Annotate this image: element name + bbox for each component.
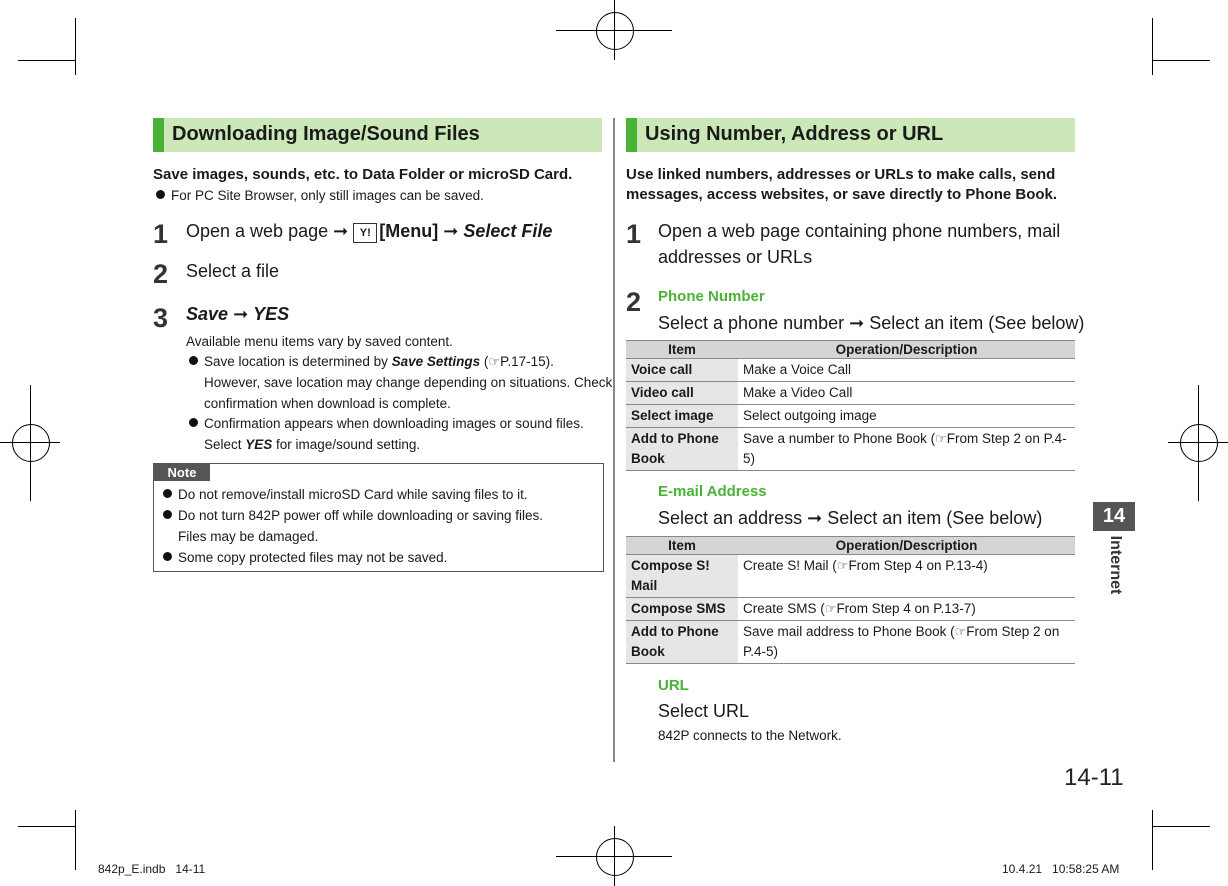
cell-item: Compose SMS — [626, 598, 738, 621]
bullet-dot — [189, 418, 198, 427]
arrow-icon: ➞ — [233, 304, 254, 324]
crop-mark — [18, 826, 76, 827]
arrow-icon: ➞ — [443, 221, 464, 241]
crop-mark — [75, 18, 76, 75]
registration-mark — [12, 424, 50, 462]
bullet-dot — [163, 552, 172, 561]
email-address-table — [626, 536, 1075, 664]
page-number: 14-11 — [1064, 764, 1124, 791]
sub-title: URL — [658, 677, 689, 694]
col-header-item: Item — [626, 341, 738, 359]
note-label: Note — [154, 464, 210, 481]
step-description: Available menu items vary by saved content. — [186, 334, 453, 349]
crop-mark — [556, 30, 672, 31]
crop-mark — [1198, 385, 1199, 501]
step-text: Select URL — [658, 701, 750, 721]
table-row — [626, 428, 1075, 471]
step-text: Select an address ➞ Select an item (See below) — [658, 508, 1043, 528]
step-number: 1 — [626, 219, 642, 249]
arrow-icon: ➞ — [849, 313, 870, 333]
section-heading — [626, 118, 1075, 152]
section-heading — [153, 118, 602, 152]
crop-mark — [18, 60, 76, 61]
step-number: 3 — [153, 303, 169, 333]
crop-mark — [1152, 810, 1153, 870]
step-text: Open a web page containing phone numbers, mail addresses or URLs — [658, 221, 1061, 267]
footer-file-info: 842p_E.indb 14-11 — [98, 862, 206, 876]
cell-item: Add to Phone Book — [626, 428, 738, 471]
heading-title: Downloading Image/Sound Files — [172, 123, 480, 145]
menu-key-icon: Y! — [353, 223, 377, 243]
step-text: Save ➞ YES — [186, 304, 290, 324]
cell-desc: Make a Voice Call — [738, 359, 1075, 382]
footer-timestamp: 10.4.21 10:58:25 AM — [1002, 862, 1120, 876]
table-row — [626, 405, 1075, 428]
arrow-icon: ➞ — [807, 508, 828, 528]
table-row — [626, 621, 1075, 664]
arrow-icon: ➞ — [333, 221, 354, 241]
crop-mark — [0, 442, 60, 443]
chapter-tab-label: Internet — [1107, 535, 1124, 595]
col-header-op: Operation/Description — [738, 341, 1075, 359]
reference-icon: ☞ — [836, 558, 849, 573]
bullet-dot — [163, 510, 172, 519]
cell-item: Add to Phone Book — [626, 621, 738, 664]
table-row — [626, 598, 1075, 621]
phone-number-table — [626, 340, 1075, 471]
step-description: 842P connects to the Network. — [658, 728, 842, 743]
reference-icon: ☞ — [824, 601, 837, 616]
registration-mark — [1180, 424, 1218, 462]
heading-accent — [153, 118, 164, 152]
lead-text: Save images, sounds, etc. to Data Folder or microSD Card. — [153, 166, 573, 183]
step-text: Select a file — [186, 261, 280, 281]
step-number: 2 — [153, 259, 169, 289]
column-divider — [613, 118, 615, 762]
step-number: 1 — [153, 219, 169, 249]
cell-item: Voice call — [626, 359, 738, 382]
heading-accent — [626, 118, 637, 152]
crop-mark — [1152, 18, 1153, 75]
table-header — [626, 537, 1075, 555]
cell-desc: Select outgoing image — [738, 405, 1075, 428]
crop-mark — [1168, 442, 1228, 443]
bullet-text: For PC Site Browser, only still images can be saved. — [171, 188, 484, 203]
table-row — [626, 382, 1075, 405]
note-list: Do not remove/install microSD Card while saving files to it. Do not turn 842P power off while downloading or saving files. Files may be damaged. Some copy protected files may not be saved. — [163, 484, 598, 568]
sub-title: Phone Number — [658, 288, 765, 305]
chapter-tab-number: 14 — [1093, 502, 1135, 531]
bullet-dot — [163, 489, 172, 498]
crop-mark — [30, 385, 31, 501]
bullet-item: Confirmation appears when downloading images or sound files. Select YES for image/sound setting. — [189, 413, 604, 455]
step-text: Select a phone number ➞ Select an item (See below) — [658, 313, 1085, 333]
step-number: 2 — [626, 287, 642, 317]
crop-mark — [1152, 60, 1210, 61]
reference-icon: ☞ — [935, 431, 947, 446]
crop-mark — [1152, 826, 1210, 827]
cell-item: Compose S! Mail — [626, 555, 738, 598]
crop-mark — [75, 810, 76, 870]
crop-mark — [556, 856, 672, 857]
bullet-item: Save location is determined by Save Settings (☞P.17-15). However, save location may change depending on situations. Check confirmation when download is complete. — [189, 351, 604, 414]
sub-title: E-mail Address — [658, 483, 767, 500]
bullet-dot — [189, 356, 198, 365]
bullet-dot — [156, 190, 165, 199]
cell-item: Select image — [626, 405, 738, 428]
registration-mark — [596, 12, 634, 50]
cell-item: Video call — [626, 382, 738, 405]
col-header-op: Operation/Description — [738, 537, 1075, 555]
heading-title: Using Number, Address or URL — [645, 123, 944, 145]
table-row — [626, 359, 1075, 382]
table-header — [626, 341, 1075, 359]
cell-desc: Create S! Mail (☞From Step 4 on P.13-4) — [738, 555, 1075, 598]
step-text: Open a web page ➞ Y! [Menu] ➞ Select File — [186, 221, 553, 241]
table-row — [626, 555, 1075, 598]
col-header-item: Item — [626, 537, 738, 555]
bullet-item — [156, 185, 484, 206]
reference-icon: ☞ — [954, 624, 967, 639]
cell-desc: Create SMS (☞From Step 4 on P.13-7) — [738, 598, 1075, 621]
cell-desc: Make a Video Call — [738, 382, 1075, 405]
reference-icon: ☞ — [488, 354, 501, 369]
cell-desc: Save a number to Phone Book (☞From Step 2 on P.4-5) — [738, 428, 1075, 471]
lead-text: Use linked numbers, addresses or URLs to make calls, send messages, access websites, or save directly to Phone Book. — [626, 166, 1058, 203]
registration-mark — [596, 838, 634, 876]
cell-desc: Save mail address to Phone Book (☞From Step 2 on P.4-5) — [738, 621, 1075, 664]
